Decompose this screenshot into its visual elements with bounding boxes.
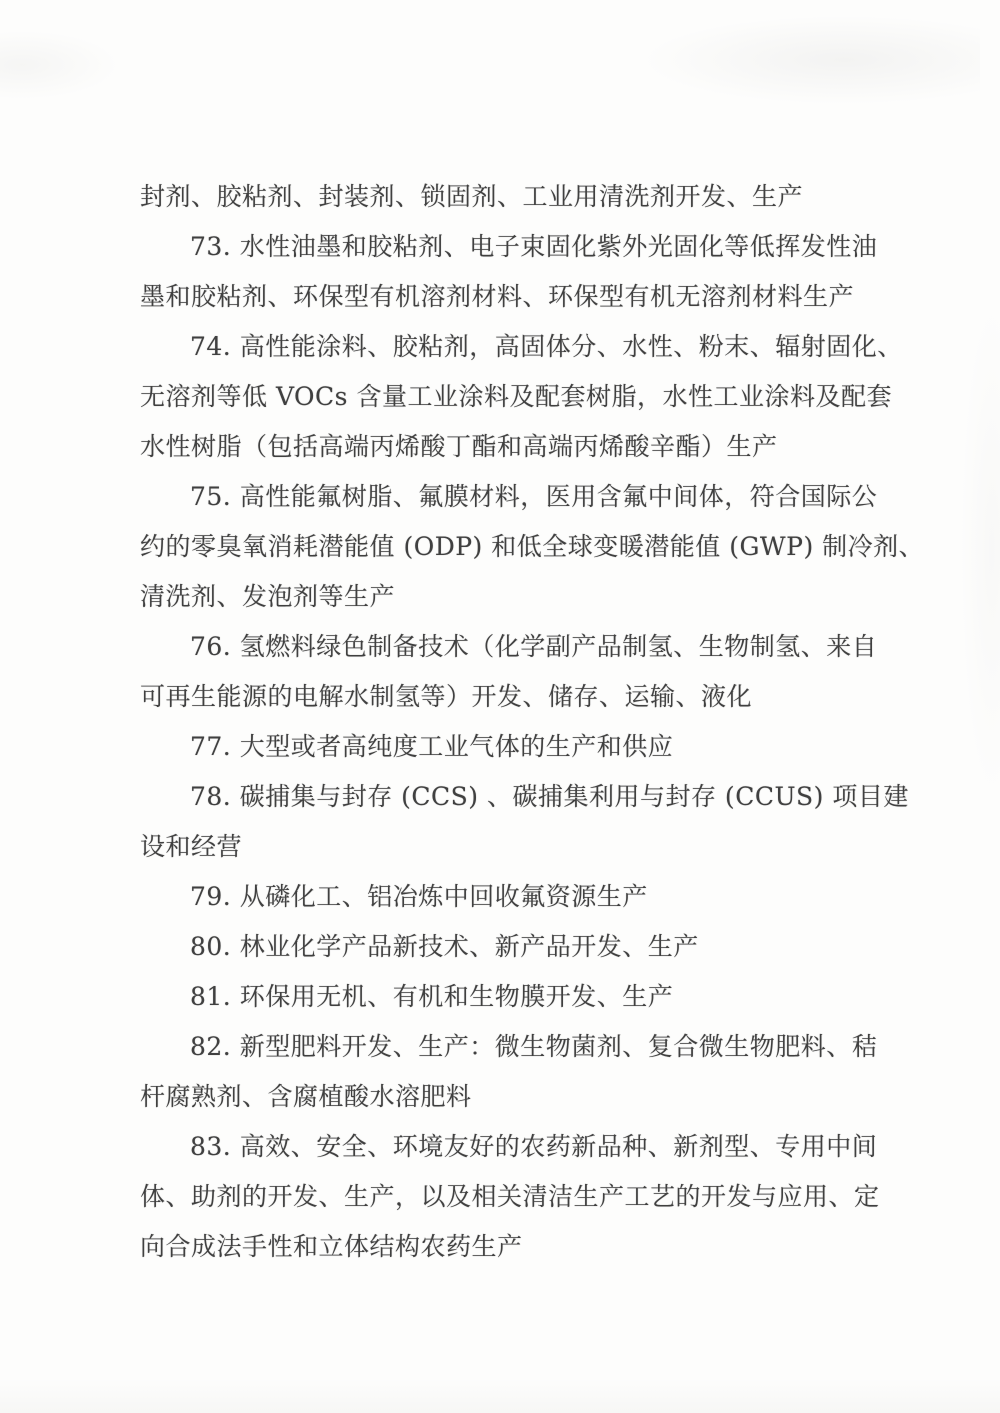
doc-line-item-78: 78. 碳捕集与封存 (CCS) 、碳捕集利用与封存 (CCUS) 项目建 (190, 782, 909, 811)
scan-noise-bottom (0, 1378, 1000, 1413)
scan-noise-top-left (0, 30, 120, 100)
doc-line: 墨和胶粘剂、环保型有机溶剂材料、环保型有机无溶剂材料生产 (140, 282, 855, 311)
doc-line-item-76: 76. 氢燃料绿色制备技术（化学副产品制氢、生物制氢、来自 (190, 632, 878, 661)
doc-line: 向合成法手性和立体结构农药生产 (140, 1232, 523, 1261)
doc-line-item-75: 75. 高性能氟树脂、氟膜材料，医用含氟中间体，符合国际公 (190, 482, 878, 511)
doc-line: 可再生能源的电解水制氢等）开发、储存、运输、液化 (140, 682, 753, 711)
doc-line: 设和经营 (140, 832, 243, 861)
doc-line: 杆腐熟剂、含腐植酸水溶肥料 (140, 1082, 472, 1111)
doc-line: 约的零臭氧消耗潜能值 (ODP) 和低全球变暖潜能值 (GWP) 制冷剂、 (140, 532, 925, 561)
scan-noise-top-right (640, 15, 980, 105)
scan-noise-right-edge (960, 300, 1000, 800)
doc-line-item-73: 73. 水性油墨和胶粘剂、电子束固化紫外光固化等低挥发性油 (190, 232, 878, 261)
doc-line-item-79: 79. 从磷化工、铝冶炼中回收氟资源生产 (190, 882, 648, 911)
doc-line-continuation: 封剂、胶粘剂、封装剂、锁固剂、工业用清洗剂开发、生产 (140, 182, 804, 211)
doc-line: 无溶剂等低 VOCs 含量工业涂料及配套树脂，水性工业涂料及配套 (140, 382, 892, 411)
doc-line-item-82: 82. 新型肥料开发、生产：微生物菌剂、复合微生物肥料、秸 (190, 1032, 878, 1061)
doc-line-item-81: 81. 环保用无机、有机和生物膜开发、生产 (190, 982, 674, 1011)
doc-line-item-80: 80. 林业化学产品新技术、新产品开发、生产 (190, 932, 699, 961)
doc-line: 清洗剂、发泡剂等生产 (140, 582, 396, 611)
doc-line-item-83: 83. 高效、安全、环境友好的农药新品种、新剂型、专用中间 (190, 1132, 878, 1161)
doc-line-item-77: 77. 大型或者高纯度工业气体的生产和供应 (190, 732, 674, 761)
doc-line: 体、助剂的开发、生产，以及相关清洁生产工艺的开发与应用、定 (140, 1182, 880, 1211)
doc-line-item-74: 74. 高性能涂料、胶粘剂，高固体分、水性、粉末、辐射固化、 (190, 332, 903, 361)
text-block (140, 172, 925, 1272)
doc-line: 水性树脂（包括高端丙烯酸丁酯和高端丙烯酸辛酯）生产 (140, 432, 778, 461)
